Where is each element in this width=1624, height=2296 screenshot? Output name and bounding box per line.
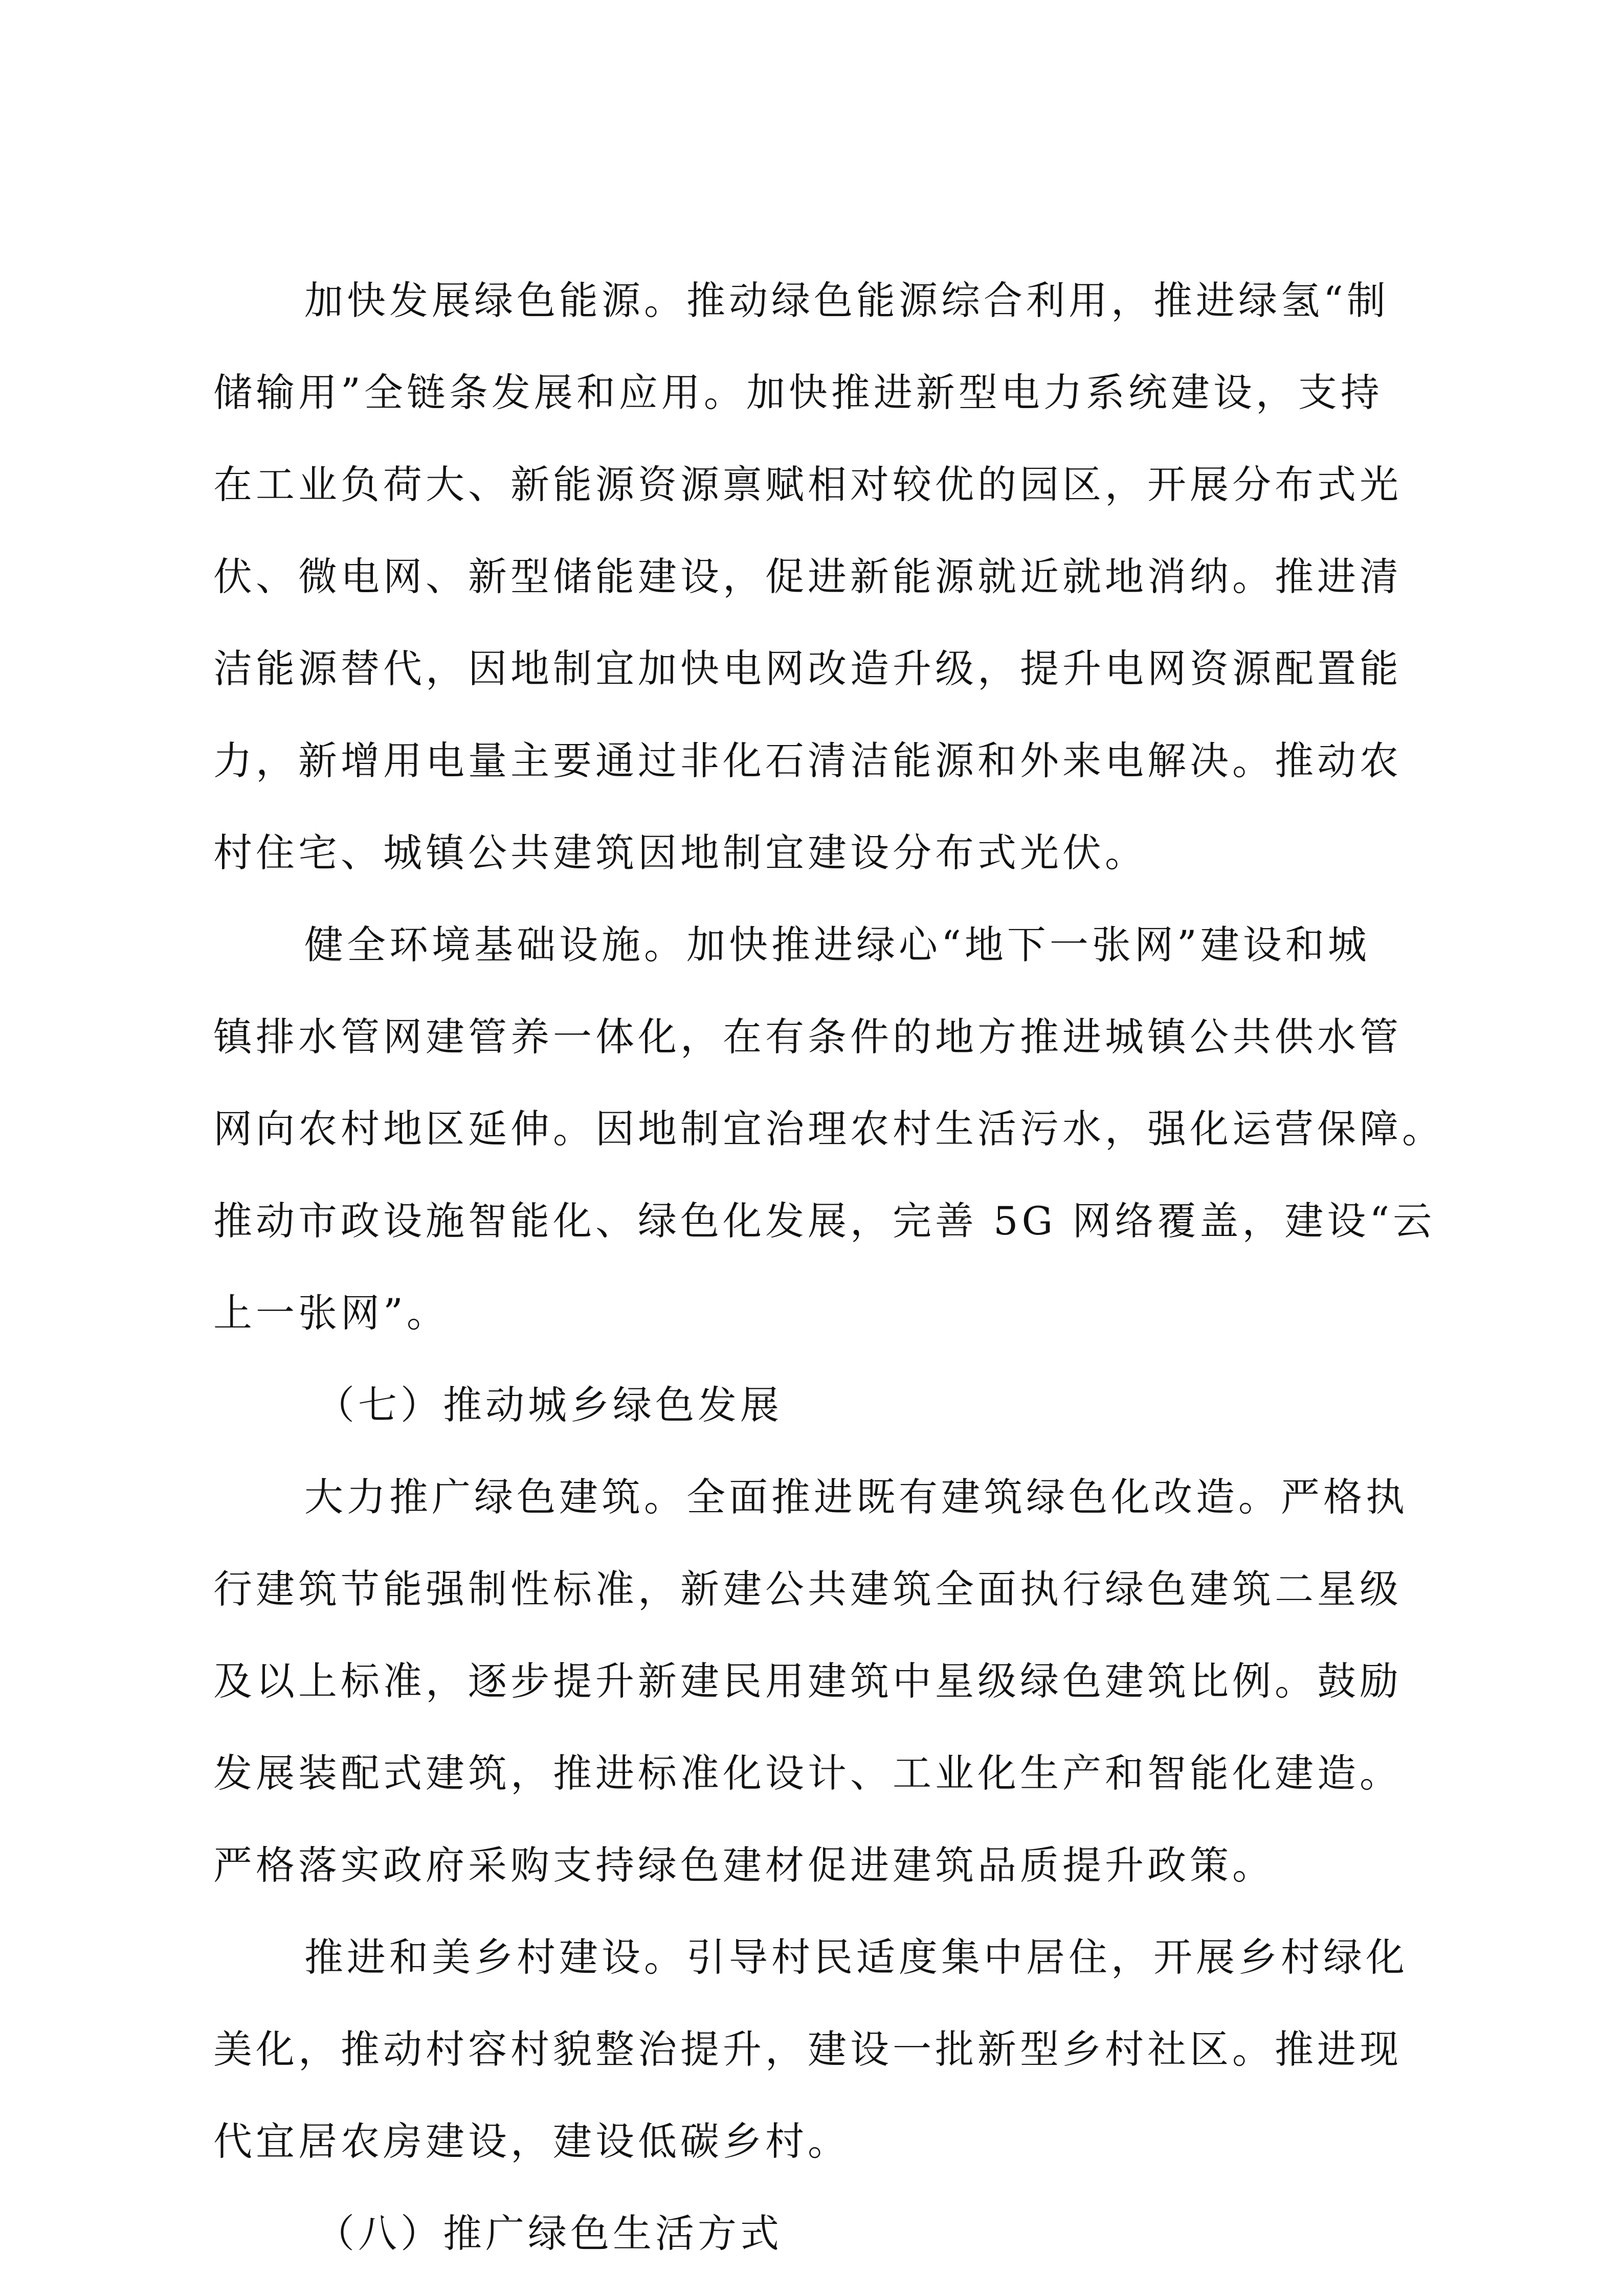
- section-heading-eight: [213, 2188, 1390, 2280]
- paragraph-line: 上一张网”。: [213, 1290, 449, 1336]
- paragraph-line: 储输用”全链条发展和应用。加快推进新型电力系统建设，支持: [213, 370, 1383, 415]
- paragraph-line: 大力推广绿色建筑。全面推进既有建筑绿色化改造。严格执: [304, 1474, 1408, 1520]
- paragraph-green-buildings: [213, 1451, 1408, 1911]
- paragraph-line: 行建筑节能强制性标准，新建公共建筑全面执行绿色建筑二星级: [213, 1566, 1402, 1612]
- paragraph-rural-construction: [213, 1911, 1408, 2188]
- paragraph-line: 及以上标准，逐步提升新建民用建筑中星级绿色建筑比例。鼓励: [213, 1658, 1402, 1704]
- section-heading-seven: [213, 1359, 1390, 1451]
- paragraph-line: 严格落实政府采购支持绿色建材促进建筑品质提升政策。: [213, 1842, 1275, 1888]
- paragraph-line: 美化，推动村容村貌整治提升，建设一批新型乡村社区。推进现: [213, 2027, 1402, 2072]
- paragraph-line: 加快发展绿色能源。推动绿色能源综合利用，推进绿氢“制: [304, 278, 1389, 323]
- section-heading-text: （八）推广绿色生活方式: [316, 2211, 783, 2256]
- paragraph-line: 健全环境基础设施。加快推进绿心“地下一张网”建设和城: [304, 922, 1370, 967]
- document-body: [213, 255, 1444, 2280]
- paragraph-line: 代宜居农房建设，建设低碳乡村。: [213, 2119, 850, 2164]
- paragraph-line: 洁能源替代，因地制宜加快电网改造升级，提升电网资源配置能: [213, 646, 1402, 691]
- paragraph-line: 村住宅、城镇公共建筑因地制宜建设分布式光伏。: [213, 830, 1147, 875]
- section-heading-text: （七）推动城乡绿色发展: [316, 1382, 783, 1428]
- paragraph-line: 推进和美乡村建设。引导村民适度集中居住，开展乡村绿化: [304, 1934, 1408, 1980]
- paragraph-environment-infrastructure: [213, 899, 1444, 1359]
- paragraph-line: 伏、微电网、新型储能建设，促进新能源就近就地消纳。推进清: [213, 554, 1402, 599]
- paragraph-line: 镇排水管网建管养一体化，在有条件的地方推进城镇公共供水管: [213, 1014, 1402, 1060]
- paragraph-line: 在工业负荷大、新能源资源禀赋相对较优的园区，开展分布式光: [213, 462, 1402, 507]
- paragraph-line: 网向农村地区延伸。因地制宜治理农村生活污水，强化运营保障。: [213, 1106, 1444, 1152]
- paragraph-line: 发展装配式建筑，推进标准化设计、工业化生产和智能化建造。: [213, 1750, 1402, 1796]
- paragraph-green-energy: [213, 255, 1402, 899]
- paragraph-line: 力，新增用电量主要通过非化石清洁能源和外来电解决。推动农: [213, 738, 1402, 783]
- paragraph-line: 推动市政设施智能化、绿色化发展，完善 5G 网络覆盖，建设“云: [213, 1198, 1436, 1244]
